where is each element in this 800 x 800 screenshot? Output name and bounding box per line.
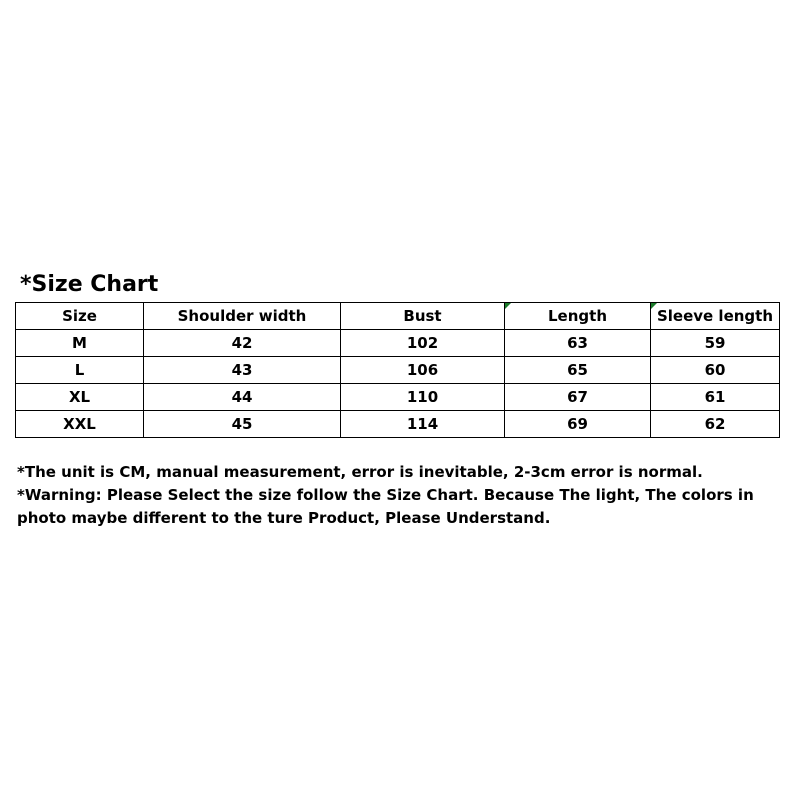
cell-sleeve-length: 61 bbox=[651, 384, 780, 411]
cell-size: XL bbox=[16, 384, 144, 411]
cell-bust: 110 bbox=[341, 384, 505, 411]
header-bust: Bust bbox=[341, 303, 505, 330]
cell-length: 67 bbox=[505, 384, 651, 411]
table-row bbox=[16, 411, 780, 438]
cell-bust: 106 bbox=[341, 357, 505, 384]
header-sleeve-length bbox=[651, 303, 780, 330]
cell-size: M bbox=[16, 330, 144, 357]
cell-bust: 114 bbox=[341, 411, 505, 438]
cell-sleeve-length: 60 bbox=[651, 357, 780, 384]
cell-shoulder-width: 44 bbox=[144, 384, 341, 411]
size-chart-title: *Size Chart bbox=[20, 272, 159, 297]
header-size: Size bbox=[16, 303, 144, 330]
cell-size: XXL bbox=[16, 411, 144, 438]
table-header-row bbox=[16, 303, 780, 330]
measurement-note: *The unit is CM, manual measurement, error is inevitable, 2-3cm error is normal. *Warning: Please Select the size follow the Size Chart. Because The light, The colors in photo maybe different to the ture Product, Please Understand. bbox=[17, 463, 754, 527]
cell-marker bbox=[651, 303, 657, 309]
cell-size: L bbox=[16, 357, 144, 384]
table-row bbox=[16, 357, 780, 384]
cell-sleeve-length: 59 bbox=[651, 330, 780, 357]
header-sleeve-length-label: Sleeve length bbox=[656, 307, 774, 325]
cell-length: 69 bbox=[505, 411, 651, 438]
cell-bust: 102 bbox=[341, 330, 505, 357]
size-chart-table bbox=[15, 302, 780, 438]
cell-sleeve-length: 62 bbox=[651, 411, 780, 438]
cell-shoulder-width: 45 bbox=[144, 411, 341, 438]
cell-shoulder-width: 43 bbox=[144, 357, 341, 384]
header-shoulder-width: Shoulder width bbox=[144, 303, 341, 330]
cell-shoulder-width: 42 bbox=[144, 330, 341, 357]
table-row bbox=[16, 330, 780, 357]
cell-marker bbox=[505, 303, 511, 309]
cell-length: 65 bbox=[505, 357, 651, 384]
table-row bbox=[16, 384, 780, 411]
cell-length: 63 bbox=[505, 330, 651, 357]
header-length-label: Length bbox=[548, 307, 607, 325]
header-length bbox=[505, 303, 651, 330]
